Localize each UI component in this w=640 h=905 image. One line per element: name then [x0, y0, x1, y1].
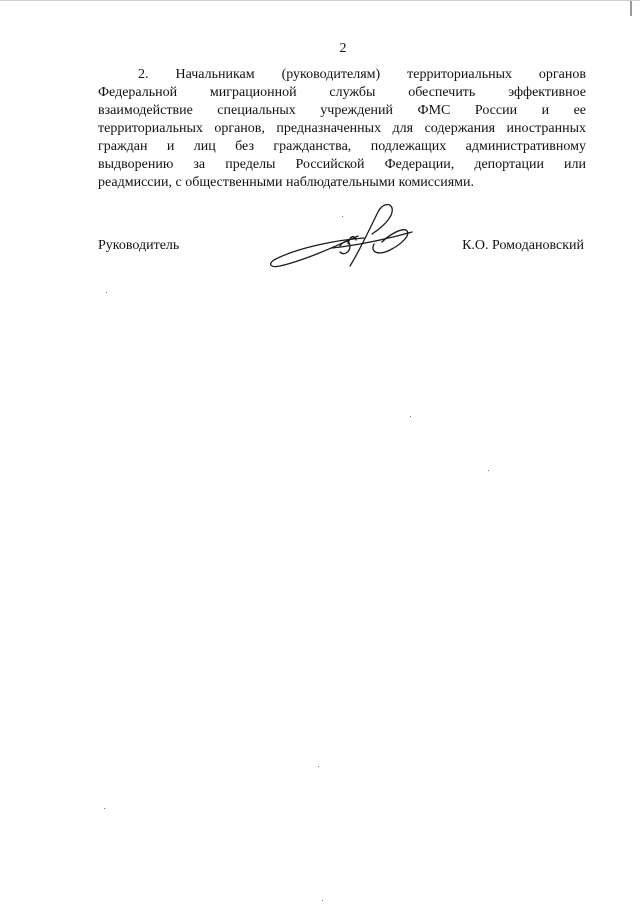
paragraph-line: реадмиссии, с общественными наблюдательными комиссиями. [98, 175, 475, 190]
paragraph-line: граждан и лиц без гражданства, подлежащих административному [98, 139, 586, 154]
paragraph-line: территориальных органов, предназначенных для содержания иностранных [98, 121, 586, 136]
signatory-title: Руководитель [98, 238, 180, 253]
paragraph-line: Федеральной миграционной службы обеспечить эффективное [98, 85, 586, 100]
paragraph-line: 2. Начальникам (руководителям) территориальных органов [138, 67, 586, 82]
page-number: 2 [339, 41, 347, 56]
paragraph-line: взаимодействие специальных учреждений ФМС России и ее [98, 103, 586, 118]
scan-speck [106, 292, 107, 293]
handwritten-signature [266, 200, 416, 270]
scan-speck [318, 766, 319, 767]
scan-speck [104, 808, 105, 809]
paragraph-2 [98, 66, 586, 192]
scan-top-edge [0, 0, 640, 1]
scan-speck [410, 416, 411, 417]
scan-speck [322, 900, 323, 901]
signatory-name: К.О. Ромодановский [462, 238, 584, 253]
scan-speck [342, 216, 343, 217]
scan-speck [488, 470, 489, 471]
scan-edge-mark [630, 0, 632, 16]
paragraph-line: выдворению за пределы Российской Федерации, депортации или [98, 157, 586, 172]
